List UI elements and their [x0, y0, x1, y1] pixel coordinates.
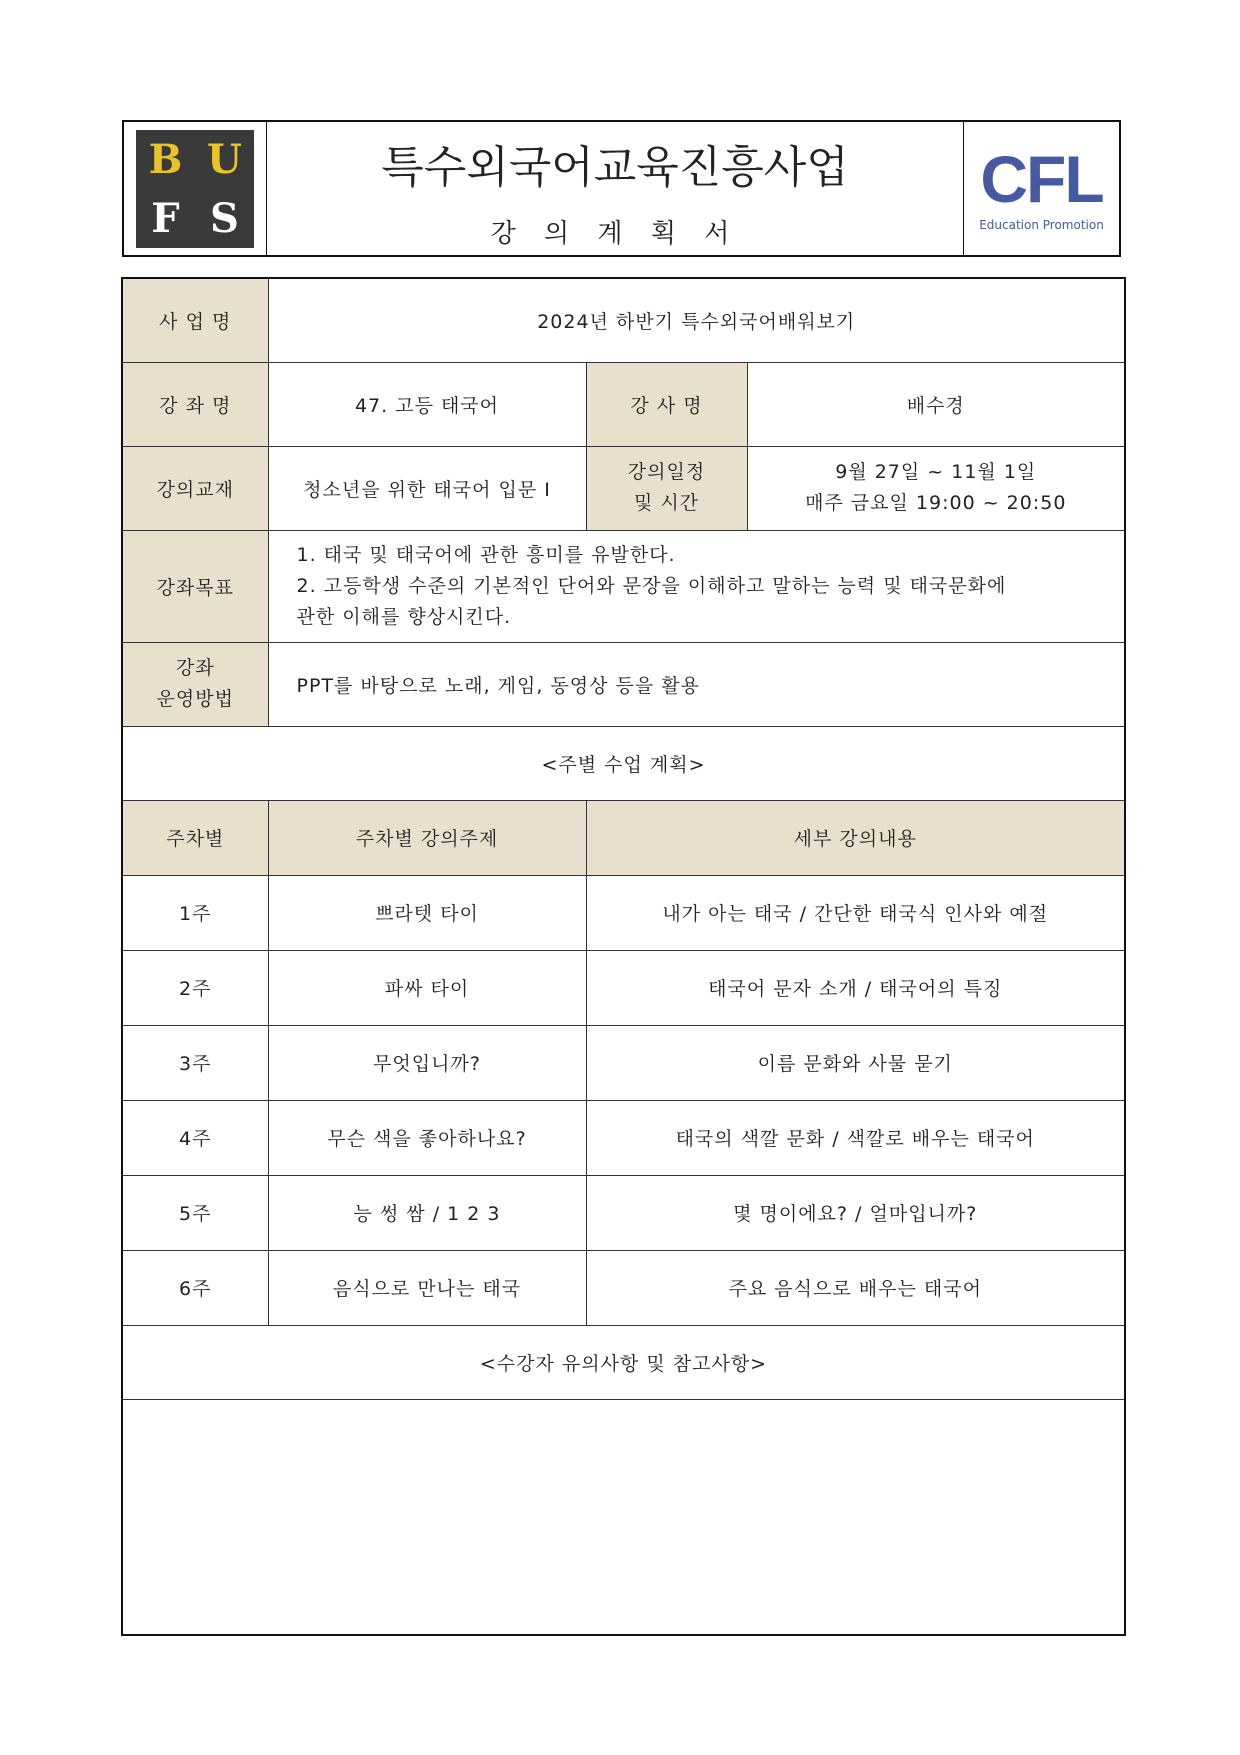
goal-line: 2. 고등학생 수준의 기본적인 단어와 문장을 이해하고 말하는 능력 및 태국문화에 [296, 574, 1007, 597]
document-subtitle: 강 의 계 획 서 [490, 219, 740, 249]
method-label [122, 642, 268, 726]
goal-label: 강좌목표 [122, 530, 268, 642]
col-topic-header: 주차별 강의주제 [268, 800, 586, 875]
topic-cell: 쁘라텟 타이 [268, 875, 586, 950]
bufs-logo-letter: F [151, 194, 180, 242]
schedule-label-line: 강의일정 [627, 461, 706, 483]
textbook-row [122, 446, 1125, 530]
schedule-time: 매주 금요일 19:00 ~ 20:50 [805, 492, 1067, 514]
week-cell: 3주 [122, 1025, 268, 1100]
project-row [122, 278, 1125, 362]
course-row [122, 362, 1125, 446]
week-cell: 6주 [122, 1250, 268, 1325]
table-row [122, 950, 1125, 1025]
week-cell: 2주 [122, 950, 268, 1025]
table-row [122, 1175, 1125, 1250]
week-cell: 4주 [122, 1100, 268, 1175]
weekly-header-row [122, 800, 1125, 875]
col-week-header: 주차별 [122, 800, 268, 875]
detail-cell: 몇 명이에요? / 얼마입니까? [586, 1175, 1125, 1250]
topic-cell: 파싸 타이 [268, 950, 586, 1025]
weekly-section-row [122, 726, 1125, 800]
method-label-line: 강좌 [175, 657, 215, 679]
topic-cell: 무슨 색을 좋아하나요? [268, 1100, 586, 1175]
table-row [122, 1250, 1125, 1325]
schedule-label-line: 및 시간 [633, 492, 700, 514]
textbook-label: 강의교재 [122, 446, 268, 530]
detail-cell: 이름 문화와 사물 묻기 [586, 1025, 1125, 1100]
project-value: 2024년 하반기 특수외국어배워보기 [268, 278, 1125, 362]
project-label: 사 업 명 [122, 278, 268, 362]
method-row [122, 642, 1125, 726]
notes-section-title: <수강자 유의사항 및 참고사항> [122, 1325, 1125, 1399]
goal-line: 관한 이해를 향상시킨다. [296, 605, 512, 628]
topic-cell: 능 썽 쌈 / 1 2 3 [268, 1175, 586, 1250]
textbook-value: 청소년을 위한 태국어 입문 Ⅰ [268, 446, 586, 530]
bufs-logo [136, 130, 254, 248]
schedule-dates: 9월 27일 ~ 11월 1일 [835, 461, 1037, 483]
cfl-logo-tagline: Education Promotion [979, 217, 1104, 232]
goal-value [268, 530, 1125, 642]
course-value: 47. 고등 태국어 [268, 362, 586, 446]
table-row [122, 1100, 1125, 1175]
week-cell: 5주 [122, 1175, 268, 1250]
col-detail-header: 세부 강의내용 [586, 800, 1125, 875]
table-row [122, 875, 1125, 950]
detail-cell: 태국의 색깔 문화 / 색깔로 배우는 태국어 [586, 1100, 1125, 1175]
notes-content [122, 1399, 1125, 1635]
lecture-plan-table [121, 277, 1126, 1636]
topic-cell: 무엇입니까? [268, 1025, 586, 1100]
weekly-section-title: <주별 수업 계획> [122, 726, 1125, 800]
detail-cell: 내가 아는 태국 / 간단한 태국식 인사와 예절 [586, 875, 1125, 950]
document-header [122, 120, 1121, 257]
detail-cell: 태국어 문자 소개 / 태국어의 특징 [586, 950, 1125, 1025]
cfl-logo [972, 133, 1112, 245]
week-cell: 1주 [122, 875, 268, 950]
bufs-logo-letter: B [148, 135, 183, 183]
table-row [122, 1025, 1125, 1100]
header-title-cell [267, 122, 963, 255]
instructor-value: 배수경 [747, 362, 1125, 446]
notes-section-row [122, 1325, 1125, 1399]
course-label: 강 좌 명 [122, 362, 268, 446]
goal-row [122, 530, 1125, 642]
method-label-line: 운영방법 [156, 688, 234, 710]
document-title: 특수외국어교육진흥사업 [381, 142, 849, 193]
goal-line: 1. 태국 및 태국어에 관한 흥미를 유발한다. [296, 543, 676, 566]
notes-body-row [122, 1399, 1125, 1635]
bufs-logo-letter: U [207, 135, 242, 183]
cfl-logo-cell [963, 122, 1119, 255]
schedule-label [586, 446, 747, 530]
bufs-logo-cell [124, 122, 267, 255]
schedule-value [747, 446, 1125, 530]
instructor-label: 강 사 명 [586, 362, 747, 446]
method-value: PPT를 바탕으로 노래, 게임, 동영상 등을 활용 [268, 642, 1125, 726]
cfl-logo-mark: CFL [980, 141, 1103, 216]
bufs-logo-letter: S [210, 194, 239, 242]
topic-cell: 음식으로 만나는 태국 [268, 1250, 586, 1325]
detail-cell: 주요 음식으로 배우는 태국어 [586, 1250, 1125, 1325]
